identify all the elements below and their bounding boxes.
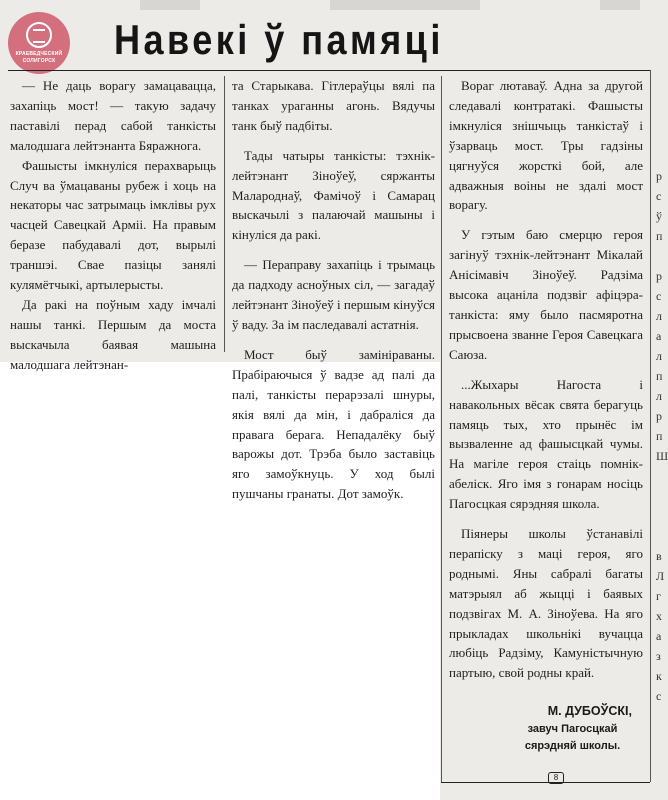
column-divider	[650, 70, 651, 782]
edge-letter: г	[656, 589, 661, 603]
bleed-through-mark	[600, 0, 640, 10]
paragraph: Вораг лютаваў. Адна за другой следавалі контратакі. Фашысты імкнуліся знішчыць танкістаў і ўзарваць мост. Тры гадзіны цягнуўся жорсткі бой, але адважныя воіны не здалі мост ворагу.	[449, 78, 643, 213]
logo-line-2: СОЛИГОРСК	[22, 57, 56, 64]
edge-letter: п	[656, 429, 663, 443]
edge-letter: р	[656, 409, 662, 423]
edge-letter: с	[656, 289, 662, 303]
edge-letter: в	[656, 549, 662, 563]
article-column-2	[232, 76, 435, 504]
footer-rule	[441, 782, 650, 783]
edge-letter	[656, 466, 668, 486]
edge-letter: а	[656, 629, 662, 643]
edge-letter: а	[656, 329, 662, 343]
author-name: М. ДУБОЎСКІ,	[547, 704, 632, 718]
edge-letter: Ш	[656, 449, 668, 463]
bleed-through-mark	[330, 0, 480, 10]
paragraph: Фашысты імкнуліся перахварыць Случ ва ўмацаваны рубеж і хоць на некаторы час затрымаць імклівы рух часцей Савецкай Арміі. На правым беразе пабудавалі дот, вырылі траншэі. Свае пазіцы занялі кулямётчыкі, артылерысты.	[10, 157, 216, 293]
edge-letter: к	[656, 669, 662, 683]
column-divider	[224, 76, 225, 352]
paragraph: Піянеры школы ўстанавілі перапіску з маці героя, яго роднымі. Яны сабралі багаты матэрыял аб жыцці і баявых подзвігах М. А. Зіноўева. На яго прыкладах школьнікі вучацца любіць Радзіму, Камуністычную партыю, свой родны край.	[449, 526, 643, 681]
author-role: сярэдняй школы.	[524, 740, 621, 752]
article-column-3	[449, 76, 643, 683]
paragraph: Да ракі на поўным хаду імчалі нашы танкі. Першым да моста выскачыла баявая машына малодшага лейтэнан-	[10, 296, 216, 372]
paragraph: та Старыкава. Гітлераўцы вялі па танках ураганны агонь. Вядучы танк быў падбіты.	[232, 78, 435, 133]
edge-letter: л	[656, 349, 662, 363]
column-divider	[441, 76, 442, 782]
adjacent-column-fragment	[656, 166, 668, 706]
paragraph: — Пераправу захапіць і трымаць да падходу асноўных сіл, — загадаў лейтэнант Зіноўеў і першым кінуўся ў ваду. За ім паследавалі астатнія.	[232, 257, 435, 332]
solihorsk-local-history-logo	[8, 12, 70, 74]
headline-rule	[8, 70, 650, 71]
edge-letter: Л	[656, 569, 665, 583]
article-column-1	[10, 76, 216, 375]
edge-letter	[656, 506, 668, 526]
edge-letter: с	[656, 689, 662, 703]
paragraph: Мост быў замініраваны. Прабіраючыся ў вадзе ад палі да палі, танкісты перарэзалі шнуры, якія вялі да мін, і дабраліся да правага берага. Непадалёку быў варожы дот. Трэба было заставіць яго замоўкнуць. У ход былі пушчаны гранаты. Дот замоўк.	[232, 346, 435, 502]
paragraph: — Не даць ворагу замацавацца, захапіць мост! — такую задачу паставілі перад сабой танкісты малодшага лейтэнанта Бяражнога.	[10, 78, 216, 153]
edge-letter: р	[656, 169, 662, 183]
bleed-through-mark	[140, 0, 200, 10]
edge-letter: з	[656, 649, 661, 663]
edge-letter	[656, 246, 668, 266]
edge-letter: ў	[656, 209, 662, 223]
logo-line-1: КРАЕВЕДЧЕСКИЙ	[15, 50, 63, 57]
edge-letter	[656, 486, 668, 506]
author-role: завуч Пагосцкай	[527, 723, 618, 735]
author-signature	[505, 702, 640, 755]
edge-letter: х	[656, 609, 662, 623]
book-icon	[26, 22, 52, 48]
paragraph: Тады чатыры танкісты: тэхнік-лейтэнант Зіноўеў, сяржанты Малароднаў, Фамічоў і Самарац выскачылі з палаючай машыны і кінуліся да ракі.	[232, 147, 435, 243]
edge-letter: п	[656, 229, 663, 243]
edge-letter: л	[656, 389, 662, 403]
edge-letter: с	[656, 189, 662, 203]
paragraph: ...Жыхары Нагоста і навакольных вёсак свята берагуць памяць тых, хто прынёс ім вызваленне ад фашысцкай чумы. На магіле героя стаіць помнік-абеліск. Яго імя з гонарам носіць Пагосцкая сярэдняя школа.	[449, 376, 643, 512]
edge-letter: п	[656, 369, 663, 383]
edge-letter	[656, 526, 668, 546]
end-of-article-mark: 8	[548, 772, 564, 784]
edge-letter: р	[656, 269, 662, 283]
article-headline: Навекі ў памяці	[114, 16, 444, 63]
paragraph: У гэтым баю смерцю героя загінуў тэхнік-лейтэнант Мікалай Анісімавіч Зіноўеў. Радзіма высока ацаніла подзвіг афіцэра-танкіста: яму было пасмяротна прысвоена званне Героя Савецкага Саюза.	[449, 227, 643, 362]
edge-letter: л	[656, 309, 662, 323]
